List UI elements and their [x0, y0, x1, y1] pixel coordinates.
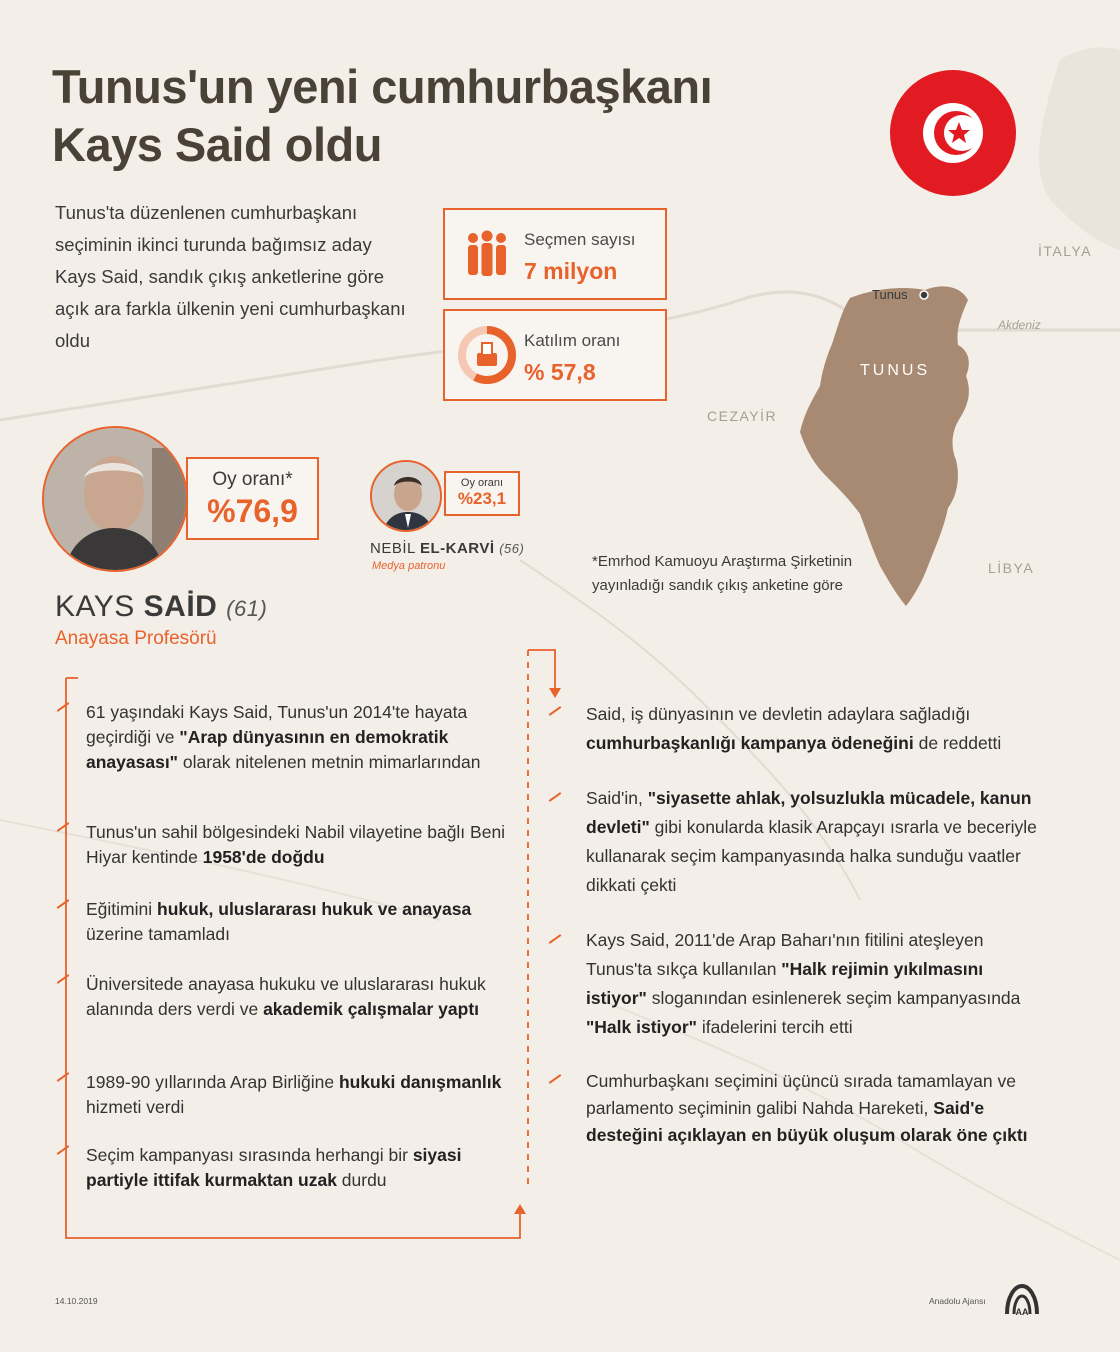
- footnote: *Emrhod Kamuoyu Araştırma Şirketinin yayınladığı sandık çıkış anketine göre: [592, 553, 853, 594]
- candidate1-age: (61): [226, 596, 268, 621]
- voters-stat-box: [443, 208, 667, 300]
- candidate2-first-name: NEBİL: [370, 540, 416, 557]
- candidate1-vote-label: Oy oranı*: [212, 469, 293, 490]
- turnout-stat-box: [443, 309, 667, 401]
- page-title: [52, 58, 852, 174]
- turnout-label: Katılım oranı: [524, 331, 621, 350]
- map-label-country: TUNUS: [860, 362, 931, 379]
- intro-text: Tunus'ta düzenlenen cumhurbaşkanı seçiminin ikinci turunda bağımsız aday Kays Said, sandık çıkış anketlerine göre açık ara farkla ülkenin yeni cumhurbaşkanı oldu: [55, 202, 406, 351]
- candidate2-vote-box: [444, 471, 520, 516]
- candidate2-vote-label: Oy oranı: [460, 477, 504, 489]
- candidate2-name: [370, 540, 524, 557]
- left-item: Üniversitede anayasa hukuku ve uluslararası hukuk alanında ders verdi ve akademik çalışmalar yaptı: [86, 974, 486, 1019]
- left-item: Seçim kampanyası sırasında herhangi bir siyasi partiyle ittifak kurmaktan uzak durdu: [86, 1145, 462, 1190]
- right-item: Said'in, "siyasette ahlak, yolsuzlukla mücadele, kanun devleti" gibi konularda klasik Arapçayı ısrarla ve beceriyle kullanarak seçim kampanyasında halka sunduğu vaatler dikkati çekti: [586, 788, 1037, 895]
- candidate1-name: [55, 590, 267, 624]
- map-label-algeria: CEZAYİR: [707, 408, 778, 424]
- map-label-italy: İTALYA: [1038, 243, 1093, 259]
- ballot-box-icon: [457, 325, 517, 385]
- candidate1-vote-box: [186, 457, 319, 540]
- left-item: Tunus'un sahil bölgesindeki Nabil vilayetine bağlı Beni Hiyar kentinde 1958'de doğdu: [86, 822, 506, 867]
- candidate2-vote-value: %23,1: [457, 489, 507, 508]
- turnout-value: % 57,8: [524, 359, 596, 385]
- candidate2-last-name: EL-KARVİ: [419, 540, 495, 557]
- candidate1-first-name: KAYS: [55, 590, 135, 623]
- right-item: Kays Said, 2011'de Arap Baharı'nın fitilini ateşleyen Tunus'ta sıkça kullanılan "Halk rejimin yıkılmasını istiyor" sloganından esinlenerek seçim kampanyasında "Halk istiyor" ifadelerini tercih etti: [586, 930, 1021, 1037]
- title-line-1: Tunus'un yeni cumhurbaşkanı: [52, 60, 713, 113]
- candidate1-portrait-icon: [44, 428, 188, 572]
- candidate1-photo: [42, 426, 188, 572]
- sicily-landmass: [1039, 48, 1120, 251]
- title-line-2: Kays Said oldu: [52, 118, 382, 171]
- map-label-sea: Akdeniz: [998, 318, 1041, 332]
- candidate2-title: Medya patronu: [372, 560, 446, 572]
- candidate2-age: (56): [499, 541, 525, 556]
- people-icon: [457, 224, 517, 284]
- left-item: Eğitimini hukuk, uluslararası hukuk ve anayasa üzerine tamamladı: [86, 899, 472, 944]
- candidate1-vote-value: %76,9: [207, 493, 298, 529]
- right-item: Cumhurbaşkanı seçimini üçüncü sırada tamamlayan ve parlamento seçiminin galibi Nahda Hareketi, Said'e desteğini açıklayan en büyük oluşum olarak öne çıktı: [586, 1071, 1028, 1145]
- footer-date: 14.10.2019: [55, 1296, 98, 1306]
- left-item: 61 yaşındaki Kays Said, Tunus'un 2014'te hayata geçirdiği ve "Arap dünyasının en demokratik anayasası" olarak nitelenen metnin mimarlarından: [86, 702, 481, 772]
- right-item: Said, iş dünyasının ve devletin adaylara sağladığı cumhurbaşkanlığı kampanya ödeneğini de reddetti: [586, 704, 1002, 753]
- aa-logo-icon: [1003, 1281, 1041, 1319]
- map-label-libya: LİBYA: [988, 560, 1035, 576]
- candidate1-last-name: SAİD: [143, 590, 218, 623]
- candidate2-photo: [370, 460, 442, 532]
- aa-logo-text: AA: [1015, 1307, 1029, 1317]
- capital-dot: [920, 291, 928, 299]
- tunisia-flag-icon: [890, 70, 1016, 196]
- map-label-capital: Tunus: [872, 287, 908, 302]
- left-item: 1989-90 yıllarında Arap Birliğine hukuki danışmanlık hizmeti verdi: [86, 1072, 502, 1117]
- candidate1-title: Anayasa Profesörü: [55, 628, 217, 649]
- voters-label: Seçmen sayısı: [524, 230, 636, 249]
- footer-agency: Anadolu Ajansı: [929, 1296, 986, 1306]
- voters-value: 7 milyon: [524, 258, 618, 284]
